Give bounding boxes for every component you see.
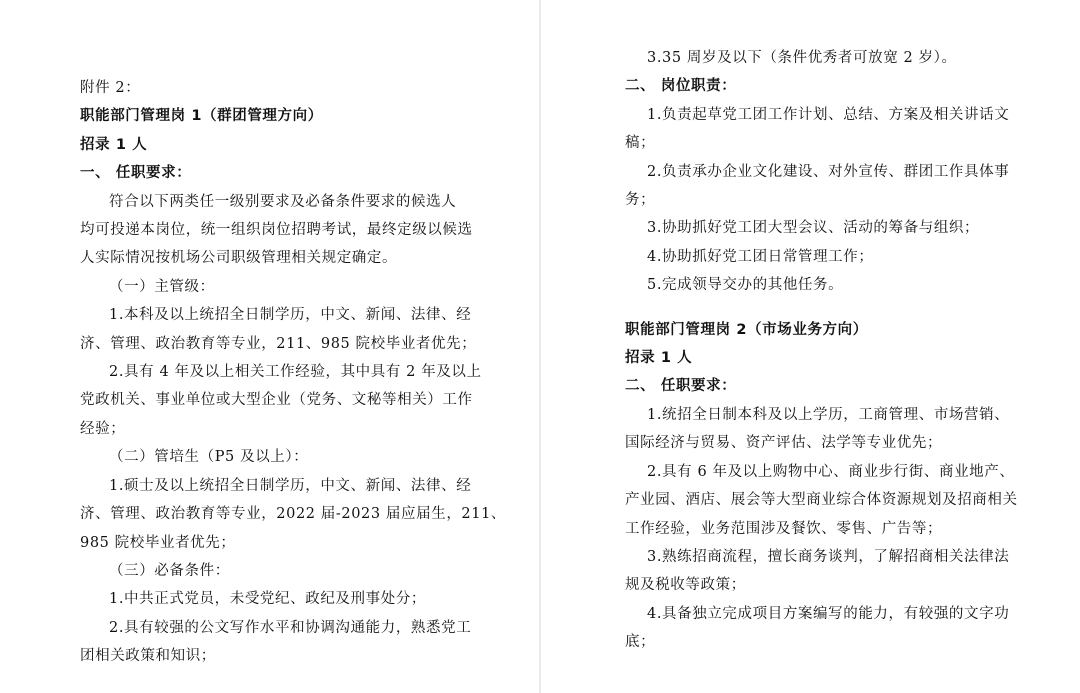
text-line: 济、管理、政治教育等专业，211、985 院校毕业者优先； [80, 335, 477, 352]
right-page-bottom-section [625, 316, 1080, 657]
text-line: 济、管理、政治教育等专业，2022 届-2023 届应届生，211、 [80, 506, 506, 523]
text-line: 4.具备独立完成项目方案编写的能力，有较强的文字功 [647, 605, 1010, 622]
heading-line: 二、 任职要求： [625, 378, 737, 395]
section-gap [625, 300, 1080, 316]
text-line: 国际经济与贸易、资产评估、法学等专业优先； [625, 435, 943, 452]
heading-line: 二、 岗位职责： [625, 78, 737, 95]
heading-line: 招录 1 人 [80, 136, 148, 153]
text-line: （三）必备条件： [109, 562, 230, 579]
text-line: 5.完成领导交办的其他任务。 [647, 277, 844, 294]
text-line: 1.统招全日制本科及以上学历，工商管理、市场营销、 [647, 406, 1010, 423]
text-line: 人实际情况按机场公司职级管理相关规定确定。 [80, 250, 398, 267]
text-line: 产业园、酒店、展会等大型商业综合体资源规划及招商相关 [625, 492, 1018, 509]
text-line: 3.熟练招商流程，擅长商务谈判，了解招商相关法律法 [647, 548, 1010, 565]
text-line: 团相关政策和知识； [80, 648, 216, 665]
text-line: 985 院校毕业者优先； [80, 534, 236, 551]
text-line: 底； [625, 634, 656, 651]
text-line: （二）管培生（P5 及以上）： [109, 449, 309, 466]
text-line: 1.中共正式党员，未受党纪、政纪及刑事处分； [109, 591, 427, 608]
text-line: 2.负责承办企业文化建设、对外宣传、群团工作具体事 [647, 163, 1010, 180]
heading-line: 一、 任职要求： [80, 165, 192, 182]
right-page-top-section [625, 44, 1080, 300]
text-line: 2.具有较强的公文写作水平和协调沟通能力，熟悉党工 [109, 619, 472, 636]
text-line: （一）主管级： [109, 278, 215, 295]
text-line: 2.具有 6 年及以上购物中心、商业步行街、商业地产、 [647, 463, 1015, 480]
text-line: 3.35 周岁及以下（条件优秀者可放宽 2 岁）。 [647, 50, 957, 66]
text-line: 均可投递本岗位，统一组织岗位招聘考试，最终定级以候选 [80, 222, 473, 239]
document-page-right [541, 0, 1080, 693]
text-line: 稿； [625, 135, 656, 152]
text-line: 符合以下两类任一级别要求及必备条件要求的候选人 [109, 193, 457, 210]
text-line: 3.协助抓好党工团大型会议、活动的筹备与组织； [647, 220, 980, 237]
text-line: 经验； [80, 420, 126, 437]
text-line: 1.硕士及以上统招全日制学历，中文、新闻、法律、经 [109, 477, 472, 494]
heading-line: 招录 1 人 [625, 350, 693, 367]
heading-line: 职能部门管理岗 2（市场业务方向） [625, 321, 868, 338]
text-line: 1.负责起草党工团工作计划、总结、方案及相关讲话文 [647, 106, 1010, 123]
text-line: 1.本科及以上统招全日制学历，中文、新闻、法律、经 [109, 307, 472, 324]
text-line: 2.具有 4 年及以上相关工作经验，其中具有 2 年及以上 [109, 364, 482, 381]
document-page-left [0, 0, 539, 693]
text-line: 务； [625, 192, 656, 209]
text-line: 规及税收等政策； [625, 577, 746, 594]
text-line: 附件 2： [80, 80, 141, 96]
text-line: 工作经验，业务范围涉及餐饮、零售、广告等； [625, 520, 943, 537]
text-line: 党政机关、事业单位或大型企业（党务、文秘等相关）工作 [80, 392, 473, 409]
text-line: 4.协助抓好党工团日常管理工作； [647, 248, 874, 265]
heading-line: 职能部门管理岗 1（群团管理方向） [80, 108, 323, 125]
